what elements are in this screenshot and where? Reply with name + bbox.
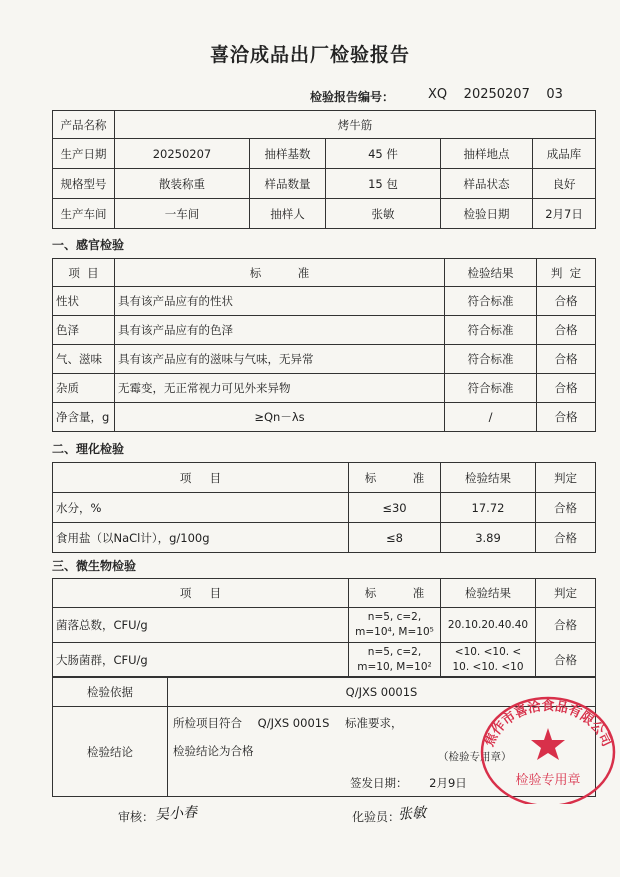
micro-standard-line1: n=5, c=2, [367, 611, 422, 623]
sample-place: 成品库 [533, 139, 596, 169]
table-row [53, 643, 596, 678]
report-number-label: 检验报告编号： [310, 90, 395, 104]
sensory-item: 性状 [53, 287, 115, 316]
issue-date-label: 签发日期： [350, 776, 408, 790]
prod-date-label: 生产日期 [53, 139, 115, 169]
issue-date: 2月9日 [429, 776, 467, 790]
sensory-standard: 具有该产品应有的滋味与气味，无异常 [115, 345, 445, 374]
sample-qty: 15 包 [326, 169, 441, 199]
physchem-verdict: 合格 [536, 493, 596, 523]
sensory-heading: 一、感官检验 [52, 238, 125, 252]
sensory-result: / [445, 403, 537, 432]
table-row [53, 403, 596, 432]
sensory-item: 气、滋味 [53, 345, 115, 374]
table-row [53, 345, 596, 374]
conclusion-line1-a: 所检项目符合 [173, 716, 242, 730]
sensory-header-result: 检验结果 [445, 259, 537, 287]
test-date: 2月7日 [533, 199, 596, 229]
sensory-standard: ≥Qn－λs [115, 403, 445, 432]
table-row [53, 287, 596, 316]
micro-result: 20.10.20.40.40 [441, 608, 536, 643]
micro-result [441, 643, 536, 678]
inspector-signature: 张敏 [397, 805, 427, 823]
sensory-verdict: 合格 [537, 287, 596, 316]
physchem-header-item: 项 目 [53, 463, 349, 493]
physchem-heading: 二、理化检验 [52, 442, 125, 456]
sensory-verdict: 合格 [537, 374, 596, 403]
workshop-label: 生产车间 [53, 199, 115, 229]
sensory-header-standard: 标 准 [115, 259, 445, 287]
micro-verdict: 合格 [536, 608, 596, 643]
micro-standard-line2: m=10⁴, M=10⁵ [355, 626, 434, 638]
micro-standard [349, 608, 441, 643]
sensory-standard: 具有该产品应有的性状 [115, 287, 445, 316]
spec-label: 规格型号 [53, 169, 115, 199]
sensory-result: 符合标准 [445, 374, 537, 403]
inspector-label: 化验员： [352, 810, 401, 824]
seal-stamp [468, 684, 618, 804]
sampler-label: 抽样人 [250, 199, 326, 229]
test-date-label: 检验日期 [441, 199, 533, 229]
micro-item: 大肠菌群，CFU/g [53, 643, 349, 678]
micro-header-item: 项 目 [53, 579, 349, 608]
basis-label: 检验依据 [53, 677, 168, 707]
prod-date: 20250207 [115, 139, 250, 169]
sensory-item: 色泽 [53, 316, 115, 345]
physchem-table [52, 462, 596, 553]
page-title: 喜洽成品出厂检验报告 [209, 44, 410, 66]
sensory-verdict: 合格 [537, 316, 596, 345]
micro-result-line1: <10. <10. < [454, 646, 522, 658]
sensory-standard: 具有该产品应有的色泽 [115, 316, 445, 345]
table-row [53, 316, 596, 345]
stamp-org-path: 焦作市喜洽食品有限公司 [481, 699, 615, 750]
micro-heading: 三、微生物检验 [52, 559, 137, 573]
sample-base: 45 件 [326, 139, 441, 169]
sample-qty-label: 样品数量 [250, 169, 326, 199]
reviewer-signature: 吴小春 [154, 804, 198, 824]
report-number [310, 87, 563, 105]
conclusion-line1 [173, 715, 403, 731]
micro-header-result: 检验结果 [441, 579, 536, 608]
table-row [53, 493, 596, 523]
table-row [53, 608, 596, 643]
physchem-header-verdict: 判定 [536, 463, 596, 493]
sensory-result: 符合标准 [445, 316, 537, 345]
physchem-result: 3.89 [441, 523, 536, 553]
table-row [53, 374, 596, 403]
seal-note: （检验专用章） [438, 751, 512, 763]
star-icon [531, 728, 565, 760]
conclusion-line1-b: Q/JXS 0001S [257, 716, 330, 730]
physchem-header-standard: 标 准 [349, 463, 441, 493]
table-row [53, 523, 596, 553]
micro-table [52, 578, 596, 678]
sensory-standard: 无霉变，无正常视力可见外来异物 [115, 374, 445, 403]
conclusion-label: 检验结论 [53, 707, 168, 797]
reviewer-label: 审核： [118, 810, 155, 824]
micro-verdict: 合格 [536, 643, 596, 678]
micro-standard-line1: n=5, c=2, [367, 646, 422, 658]
issue-date-row [350, 775, 467, 791]
physchem-result: 17.72 [441, 493, 536, 523]
report-number-value: XQ 20250207 03 [428, 87, 563, 102]
sample-place-label: 抽样地点 [441, 139, 533, 169]
micro-item: 菌落总数，CFU/g [53, 608, 349, 643]
micro-standard-line2: m=10, M=10² [357, 661, 432, 673]
sensory-result: 符合标准 [445, 345, 537, 374]
micro-header-standard: 标 准 [349, 579, 441, 608]
sensory-result: 符合标准 [445, 287, 537, 316]
sensory-verdict: 合格 [537, 345, 596, 374]
physchem-verdict: 合格 [536, 523, 596, 553]
conclusion-line2: 检验结论为合格 [173, 744, 254, 758]
info-table [52, 110, 596, 229]
sampler: 张敏 [326, 199, 441, 229]
micro-result-line2: 10. <10. <10 [452, 661, 524, 673]
sensory-header-item: 项 目 [53, 259, 115, 287]
sensory-item: 杂质 [53, 374, 115, 403]
physchem-item: 水分，% [53, 493, 349, 523]
physchem-standard: ≤8 [349, 523, 441, 553]
sample-base-label: 抽样基数 [250, 139, 326, 169]
sample-state-label: 样品状态 [441, 169, 533, 199]
micro-standard [349, 643, 441, 678]
sample-state: 良好 [533, 169, 596, 199]
stamp-purpose: 检验专用章 [515, 773, 581, 788]
product-name-label: 产品名称 [53, 111, 115, 139]
physchem-header-result: 检验结果 [441, 463, 536, 493]
physchem-standard: ≤30 [349, 493, 441, 523]
sensory-header-verdict: 判 定 [537, 259, 596, 287]
sensory-table [52, 258, 596, 432]
sensory-verdict: 合格 [537, 403, 596, 432]
sensory-item: 净含量，g [53, 403, 115, 432]
basis-value: Q/JXS 0001S [168, 677, 596, 707]
product-name: 烤牛筋 [115, 111, 596, 139]
spec: 散装称重 [115, 169, 250, 199]
workshop: 一车间 [115, 199, 250, 229]
conclusion-line1-c: 标准要求， [345, 716, 403, 730]
physchem-item: 食用盐（以NaCl计），g/100g [53, 523, 349, 553]
micro-header-verdict: 判定 [536, 579, 596, 608]
